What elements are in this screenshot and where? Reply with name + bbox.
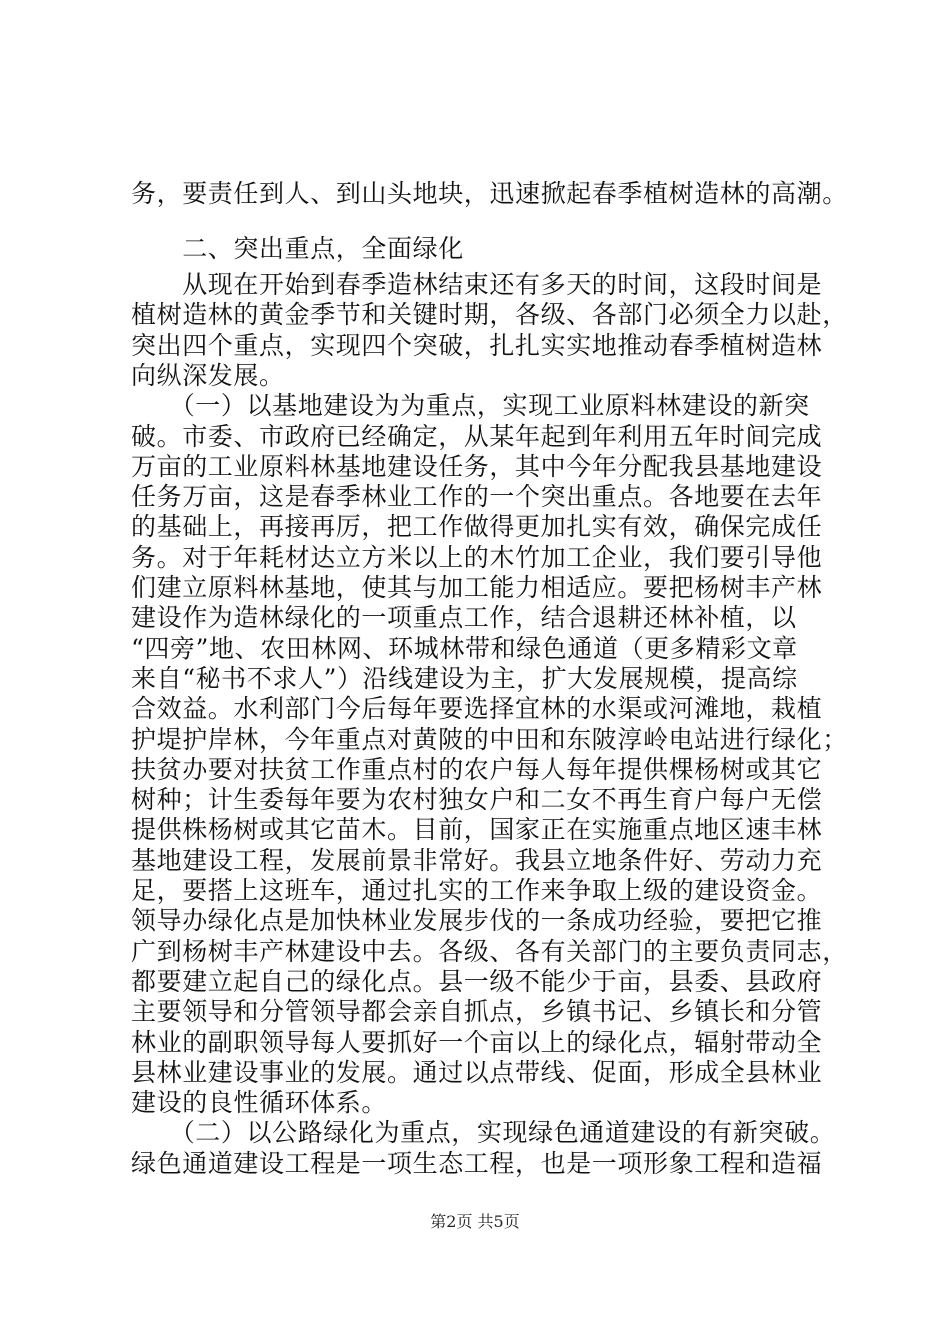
text-line: 任务万亩，这是春季林业工作的一个突出重点。各地要在去年 — [131, 482, 823, 512]
text-line: 领导办绿化点是加快林业发展步伐的一条成功经验，要把它推 — [131, 906, 823, 936]
text-line: 绿色通道建设工程是一项生态工程，也是一项形象工程和造福 — [131, 1148, 823, 1178]
text-line: 广到杨树丰产林建设中去。各级、各有关部门的主要负责同志， — [131, 936, 848, 966]
text-line: 县林业建设事业的发展。通过以点带线、促面，形成全县林业 — [131, 1057, 823, 1087]
text-line: 都要建立起自己的绿化点。县一级不能少于亩，县委、县政府 — [131, 966, 823, 996]
text-line: 务，要责任到人、到山头地块，迅速掀起春季植树造林的高潮。 — [131, 179, 848, 208]
text-line: 的基础上，再接再厉，把工作做得更加扎实有效，确保完成任 — [131, 512, 823, 542]
text-line: 合效益。水利部门今后每年要选择宜林的水渠或河滩地，栽植 — [131, 694, 823, 724]
text-line: 提供株杨树或其它苗木。目前，国家正在实施重点地区速丰林 — [131, 815, 823, 845]
text-line: 建设的良性循环体系。 — [131, 1088, 388, 1118]
text-line: 从现在开始到春季造林结束还有多天的时间，这段时间是 — [131, 270, 823, 299]
text-line: 主要领导和分管领导都会亲自抓点，乡镇书记、乡镇长和分管 — [131, 997, 823, 1027]
text-line: （二）以公路绿化为重点，实现绿色通道建设的有新突破。 — [131, 1118, 836, 1148]
text-line: 基地建设工程，发展前景非常好。我县立地条件好、劳动力充 — [131, 845, 823, 875]
text-line: 扶贫办要对扶贫工作重点村的农户每人每年提供棵杨树或其它 — [131, 754, 823, 784]
text-line: （一）以基地建设为为重点，实现工业原料林建设的新突 — [131, 391, 810, 421]
text-line: 植树造林的黄金季节和关键时期，各级、各部门必须全力以赴， — [131, 300, 848, 330]
text-line: 林业的副职领导每人要抓好一个亩以上的绿化点，辐射带动全 — [131, 1027, 823, 1057]
section-heading: 二、突出重点，全面绿化 — [131, 234, 464, 263]
text-line: 来自“秘书不求人”）沿线建设为主，扩大发展规模，提高综 — [131, 663, 798, 693]
text-line: 破。市委、市政府已经确定，从某年起到年利用五年时间完成 — [131, 421, 823, 451]
text-line: 万亩的工业原料林基地建设任务，其中今年分配我县基地建设 — [131, 451, 823, 481]
text-line: 向纵深发展。 — [131, 360, 285, 390]
text-line: 们建立原料林基地，使其与加工能力相适应。要把杨树丰产林 — [131, 573, 823, 602]
text-line: “四旁”地、农田林网、环城林带和绿色通道（更多精彩文章 — [131, 633, 798, 663]
text-line: 护堤护岸林，今年重点对黄陂的中田和东陂淳岭电站进行绿化； — [131, 724, 848, 754]
text-line: 建设作为造林绿化的一项重点工作，结合退耕还林补植，以 — [131, 603, 797, 633]
text-line: 树种；计生委每年要为农村独女户和二女不再生育户每户无偿 — [131, 785, 823, 815]
page-number: 第2页 共5页 — [430, 1212, 520, 1231]
text-line: 务。对于年耗材达立方米以上的木竹加工企业，我们要引导他 — [131, 542, 823, 572]
text-line: 足，要搭上这班车，通过扎实的工作来争取上级的建设资金。 — [131, 876, 823, 905]
text-line: 突出四个重点，实现四个突破，扎扎实实地推动春季植树造林 — [131, 330, 823, 360]
